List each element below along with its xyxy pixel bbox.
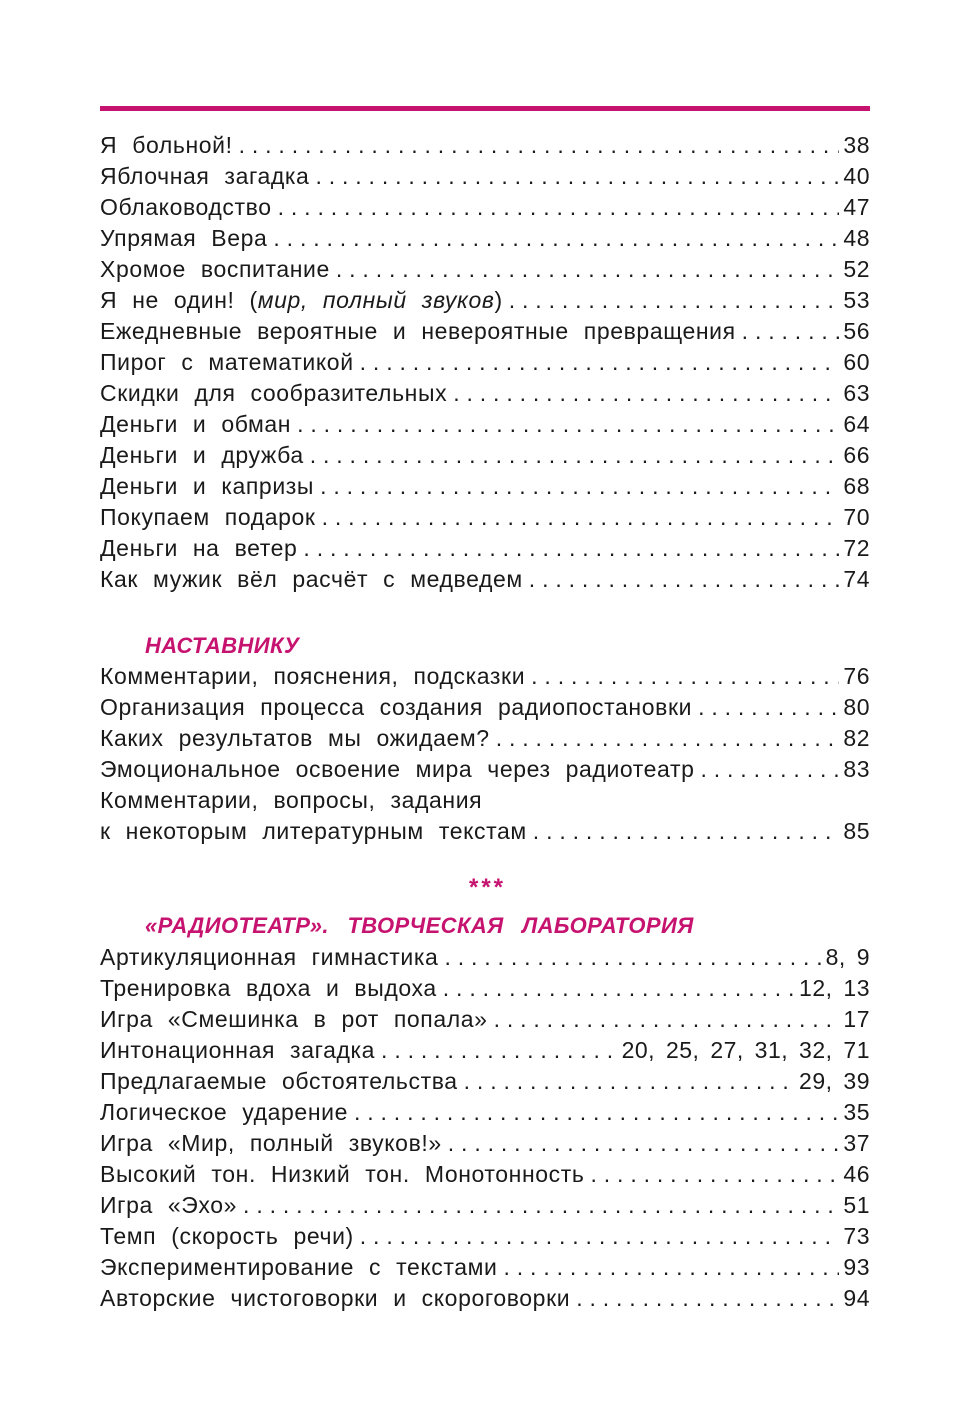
toc-entry-title: Яблочная загадка bbox=[100, 163, 310, 189]
dot-leader bbox=[533, 816, 840, 847]
toc-entry-page: 83 bbox=[843, 756, 870, 782]
toc-entry-title: Артикуляционная гимнастика bbox=[100, 944, 439, 970]
toc-entry-title: Интонационная загадка bbox=[100, 1037, 376, 1063]
toc-entry[interactable] bbox=[100, 347, 870, 378]
toc-entry[interactable] bbox=[100, 692, 870, 723]
dot-leader bbox=[531, 661, 839, 692]
toc-entry-title-end: ) bbox=[494, 287, 503, 313]
toc-entry-title bbox=[100, 285, 503, 316]
toc-entry[interactable] bbox=[100, 973, 870, 1004]
dot-leader bbox=[591, 1159, 840, 1190]
toc-entry[interactable] bbox=[100, 816, 870, 847]
toc-entry-page: 51 bbox=[843, 1192, 870, 1218]
toc-entry-title: Игра «Смешинка в рот попала» bbox=[100, 1006, 488, 1032]
toc-entry-title: Покупаем подарок bbox=[100, 504, 316, 530]
toc-entry[interactable] bbox=[100, 1066, 870, 1097]
dot-leader bbox=[453, 378, 839, 409]
toc-entry-title: Хромое воспитание bbox=[100, 256, 330, 282]
toc-entry-page: 46 bbox=[843, 1161, 870, 1187]
toc-entry-page: 47 bbox=[843, 194, 870, 220]
dot-leader bbox=[700, 754, 839, 785]
toc-entry-title: Игра «Эхо» bbox=[100, 1192, 238, 1218]
toc-entry-page: 53 bbox=[843, 287, 870, 313]
toc-entry-page: 72 bbox=[843, 535, 870, 561]
toc-entry[interactable] bbox=[100, 1190, 870, 1221]
toc-entry-page: 70 bbox=[843, 504, 870, 530]
dot-leader bbox=[360, 347, 840, 378]
toc-entry[interactable] bbox=[100, 661, 870, 692]
toc-entry-title: Я больной! bbox=[100, 132, 233, 158]
toc-entry-title-italic: мир, полный звуков bbox=[257, 287, 495, 313]
toc-entry[interactable] bbox=[100, 1004, 870, 1035]
toc-entry-title: Тренировка вдоха и выдоха bbox=[100, 975, 437, 1001]
toc-entry-title: Как мужик вёл расчёт с медведем bbox=[100, 566, 523, 592]
toc-entry-page: 60 bbox=[843, 349, 870, 375]
toc-entry-title: Авторские чистоговорки и скороговорки bbox=[100, 1285, 571, 1311]
toc-entry[interactable] bbox=[100, 254, 870, 285]
dot-leader bbox=[322, 502, 840, 533]
toc-entry[interactable] bbox=[100, 723, 870, 754]
toc-entry[interactable] bbox=[100, 1128, 870, 1159]
toc-entry[interactable] bbox=[100, 316, 870, 347]
toc-entry-page: 93 bbox=[843, 1254, 870, 1280]
toc-entry-page: 76 bbox=[843, 663, 870, 689]
toc-entry[interactable] bbox=[100, 1283, 870, 1314]
toc-entry-title: Каких результатов мы ожидаем? bbox=[100, 725, 490, 751]
dot-leader bbox=[239, 130, 840, 161]
toc-entry[interactable] bbox=[100, 378, 870, 409]
toc-entry-page: 48 bbox=[843, 225, 870, 251]
toc-entry-title: Темп (скорость речи) bbox=[100, 1223, 354, 1249]
toc-entry[interactable] bbox=[100, 409, 870, 440]
dot-leader bbox=[243, 1190, 839, 1221]
toc-entry-title: Эмоциональное освоение мира через радиотеатр bbox=[100, 756, 695, 782]
toc-entry-title-line2: к некоторым литературным текстам bbox=[100, 818, 527, 844]
toc-entry-title: Предлагаемые обстоятельства bbox=[100, 1068, 458, 1094]
section-heading-mentor: НАСТАВНИКУ bbox=[145, 633, 300, 658]
toc-entry-title: Высокий тон. Низкий тон. Монотонность bbox=[100, 1161, 585, 1187]
toc-entry-page: 35 bbox=[843, 1099, 870, 1125]
dot-leader bbox=[278, 192, 840, 223]
dot-leader bbox=[496, 723, 840, 754]
toc-entry[interactable] bbox=[100, 1035, 870, 1066]
toc-entry-title: Игра «Мир, полный звуков!» bbox=[100, 1130, 442, 1156]
dot-leader bbox=[310, 440, 840, 471]
toc-entry-title: Деньги на ветер bbox=[100, 535, 298, 561]
toc-entry[interactable] bbox=[100, 192, 870, 223]
toc-entry-page: 37 bbox=[843, 1130, 870, 1156]
dot-leader bbox=[529, 564, 840, 595]
toc-entry-page: 56 bbox=[843, 318, 870, 344]
toc-entry-page: 74 bbox=[843, 566, 870, 592]
toc-entry-page: 68 bbox=[843, 473, 870, 499]
dot-leader bbox=[509, 285, 840, 316]
toc-entry[interactable] bbox=[100, 533, 870, 564]
toc-entry-title: Экспериментирование с текстами bbox=[100, 1254, 498, 1280]
dot-leader bbox=[698, 692, 839, 723]
dot-leader bbox=[354, 1097, 839, 1128]
toc-entry-page: 94 bbox=[843, 1285, 870, 1311]
toc-entry-title: Облаководство bbox=[100, 194, 272, 220]
toc-entry[interactable] bbox=[100, 223, 870, 254]
toc-entry-title-line1[interactable]: Комментарии, вопросы, задания bbox=[100, 787, 483, 813]
toc-entry-title: Ежедневные вероятные и невероятные превращения bbox=[100, 318, 736, 344]
toc-entry-title-start: Я не один! ( bbox=[100, 287, 258, 313]
toc-entry-page: 73 bbox=[843, 1223, 870, 1249]
dot-leader bbox=[742, 316, 840, 347]
toc-entry-title: Упрямая Вера bbox=[100, 225, 268, 251]
toc-entry-page: 29, 39 bbox=[799, 1068, 870, 1094]
dot-leader bbox=[381, 1035, 618, 1066]
toc-entry-page: 38 bbox=[843, 132, 870, 158]
toc-entry[interactable] bbox=[100, 1159, 870, 1190]
dot-leader bbox=[297, 409, 839, 440]
dot-leader bbox=[320, 471, 839, 502]
dot-leader bbox=[443, 973, 795, 1004]
dot-leader bbox=[336, 254, 840, 285]
toc-entry-page: 12, 13 bbox=[799, 975, 870, 1001]
toc-entry-page: 82 bbox=[843, 725, 870, 751]
toc-entry[interactable] bbox=[100, 754, 870, 785]
toc-entry-page: 40 bbox=[843, 163, 870, 189]
section-heading-lab: «РАДИОТЕАТР». ТВОРЧЕСКАЯ ЛАБОРАТОРИЯ bbox=[145, 913, 694, 938]
toc-entry-page: 85 bbox=[843, 818, 870, 844]
toc-entry-title: Логическое ударение bbox=[100, 1099, 348, 1125]
toc-entry[interactable] bbox=[100, 130, 870, 161]
toc-entry[interactable] bbox=[100, 285, 870, 316]
toc-entry[interactable] bbox=[100, 1252, 870, 1283]
dot-leader bbox=[448, 1128, 840, 1159]
toc-entry-title: Пирог с математикой bbox=[100, 349, 354, 375]
toc-entry-title: Скидки для сообразительных bbox=[100, 380, 448, 406]
toc-entry-title: Деньги и обман bbox=[100, 411, 292, 437]
dot-leader bbox=[303, 533, 839, 564]
toc-entry-title: Комментарии, пояснения, подсказки bbox=[100, 663, 526, 689]
toc-entry-page: 52 bbox=[843, 256, 870, 282]
dot-leader bbox=[273, 223, 839, 254]
toc-entry[interactable] bbox=[100, 440, 870, 471]
toc-entry-page: 80 bbox=[843, 694, 870, 720]
toc-entry-title: Деньги и дружба bbox=[100, 442, 304, 468]
toc-entry-page: 17 bbox=[843, 1006, 870, 1032]
toc-entry[interactable] bbox=[100, 161, 870, 192]
toc-entry[interactable] bbox=[100, 1221, 870, 1252]
toc-entry[interactable] bbox=[100, 1097, 870, 1128]
toc-entry-page: 63 bbox=[843, 380, 870, 406]
dot-leader bbox=[444, 942, 821, 973]
dot-leader bbox=[315, 161, 839, 192]
toc-entry[interactable] bbox=[100, 502, 870, 533]
toc-entry[interactable] bbox=[100, 942, 870, 973]
dot-leader bbox=[494, 1004, 840, 1035]
toc-entry[interactable] bbox=[100, 564, 870, 595]
asterisk-separator: *** bbox=[468, 874, 507, 901]
dot-leader bbox=[464, 1066, 795, 1097]
dot-leader bbox=[576, 1283, 839, 1314]
toc-entry-title: Организация процесса создания радиопостановки bbox=[100, 694, 693, 720]
toc-entry-page: 66 bbox=[843, 442, 870, 468]
dot-leader bbox=[504, 1252, 840, 1283]
toc-entry-page: 20, 25, 27, 31, 32, 71 bbox=[621, 1037, 870, 1063]
toc-entry-title: Деньги и капризы bbox=[100, 473, 315, 499]
toc-entry[interactable] bbox=[100, 471, 870, 502]
toc-entry-page: 64 bbox=[843, 411, 870, 437]
toc-entry-page: 8, 9 bbox=[825, 944, 870, 970]
dot-leader bbox=[360, 1221, 840, 1252]
top-divider-rule bbox=[100, 106, 870, 111]
